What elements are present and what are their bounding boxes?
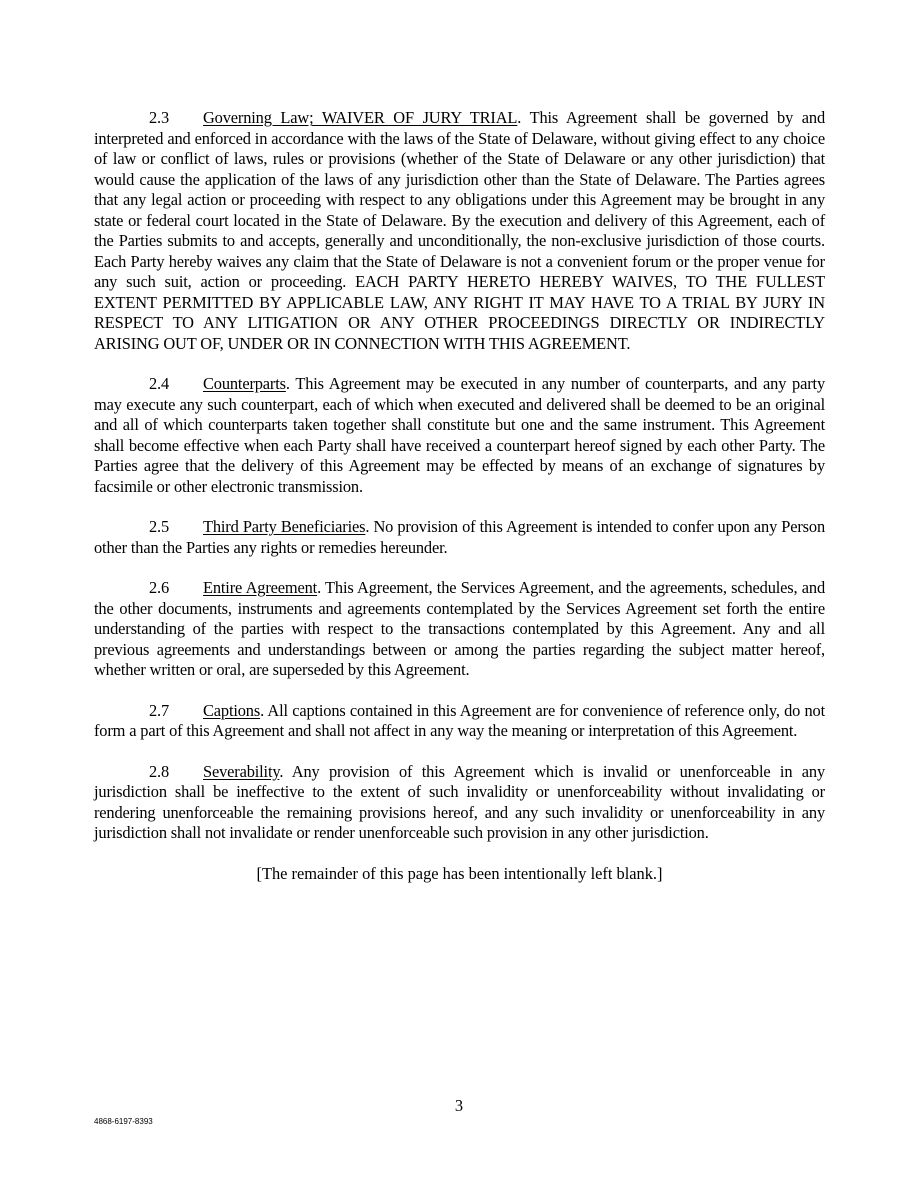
section-2-7	[94, 701, 825, 742]
section-2-6	[94, 578, 825, 681]
page-number: 3	[454, 1096, 464, 1115]
section-heading: Governing Law; WAIVER OF JURY TRIAL	[203, 108, 518, 127]
intentionally-blank-note: [The remainder of this page has been intentionally left blank.]	[256, 863, 663, 883]
document-body	[94, 108, 825, 884]
section-text: . This Agreement shall be governed by and interpreted and enforced in accordance with the laws of the State of Delaware, without giving effect to any choice of law or conflict of laws, rules or provisions (whether of the State of Delaware or any other jurisdiction) that would cause the application of the laws of any jurisdiction other than the State of Delaware. The Parties agrees that any legal action or proceeding with respect to any obligations under this Agreement may be brought in any state or federal court located in the State of Delaware. By the execution and delivery of this Agreement, each of the Parties submits to and accepts, generally and unconditionally, the non-exclusive jurisdiction of those courts. Each Party hereby waives any claim that the State of Delaware is not a convenient forum or the proper venue for any such suit, action or proceeding. EACH PARTY HERETO HEREBY WAIVES, TO THE FULLEST EXTENT PERMITTED BY APPLICABLE LAW, ANY RIGHT IT MAY HAVE TO A TRIAL BY JURY IN RESPECT TO ANY LITIGATION OR ANY OTHER PROCEEDINGS DIRECTLY OR INDIRECTLY ARISING OUT OF, UNDER OR IN CONNECTION WITH THIS AGREEMENT.	[94, 108, 825, 353]
section-text: . All captions contained in this Agreement are for convenience of reference only, do not form a part of this Agreement and shall not affect in any way the meaning or interpretation of this Agreement.	[94, 700, 825, 740]
section-number: 2.6	[149, 578, 170, 597]
section-heading: Entire Agreement	[203, 578, 318, 597]
section-heading: Captions	[203, 700, 261, 720]
document-id: 4868-6197-8393	[94, 1117, 153, 1126]
section-number: 2.4	[149, 374, 170, 393]
section-heading: Severability	[203, 761, 280, 781]
section-text: . Any provision of this Agreement which is invalid or unenforceable in any jurisdiction shall be ineffective to the extent of such invalidity or unenforceability without invalidating or rendering unenforceable the remaining provisions hereof, and any such invalidity or unenforceability in any jurisdiction shall not invalidate or render unenforceable such provision in any other jurisdiction.	[94, 761, 825, 842]
section-text: . No provision of this Agreement is intended to confer upon any Person other than the Parties any rights or remedies hereunder.	[94, 517, 825, 557]
section-heading: Counterparts	[203, 374, 286, 393]
section-text: . This Agreement may be executed in any number of counterparts, and any party may execute any such counterpart, each of which when executed and delivered shall be deemed to be an original and all of which counterparts taken together shall constitute but one and the same instrument. This Agreement shall become effective when each Party shall have received a counterpart hereof signed by each other Party. The Parties agree that the delivery of this Agreement may be effected by means of an exchange of signatures by facsimile or other electronic transmission.	[94, 374, 825, 496]
section-text: . This Agreement, the Services Agreement, and the agreements, schedules, and the other documents, instruments and agreements contemplated by the Services Agreement set forth the entire understanding of the parties with respect to the transactions contemplated by this Agreement. Any and all previous agreements and understandings between or among the parties regarding the subject matter hereof, whether written or oral, are superseded by this Agreement.	[94, 578, 826, 679]
section-2-5	[94, 517, 825, 558]
section-number: 2.8	[149, 761, 170, 781]
section-2-3	[94, 108, 825, 354]
section-heading: Third Party Beneficiaries	[203, 517, 366, 536]
section-number: 2.3	[149, 108, 170, 127]
section-number: 2.5	[149, 517, 170, 536]
section-number: 2.7	[149, 700, 170, 720]
section-2-8	[94, 762, 825, 844]
section-2-4	[94, 374, 825, 497]
